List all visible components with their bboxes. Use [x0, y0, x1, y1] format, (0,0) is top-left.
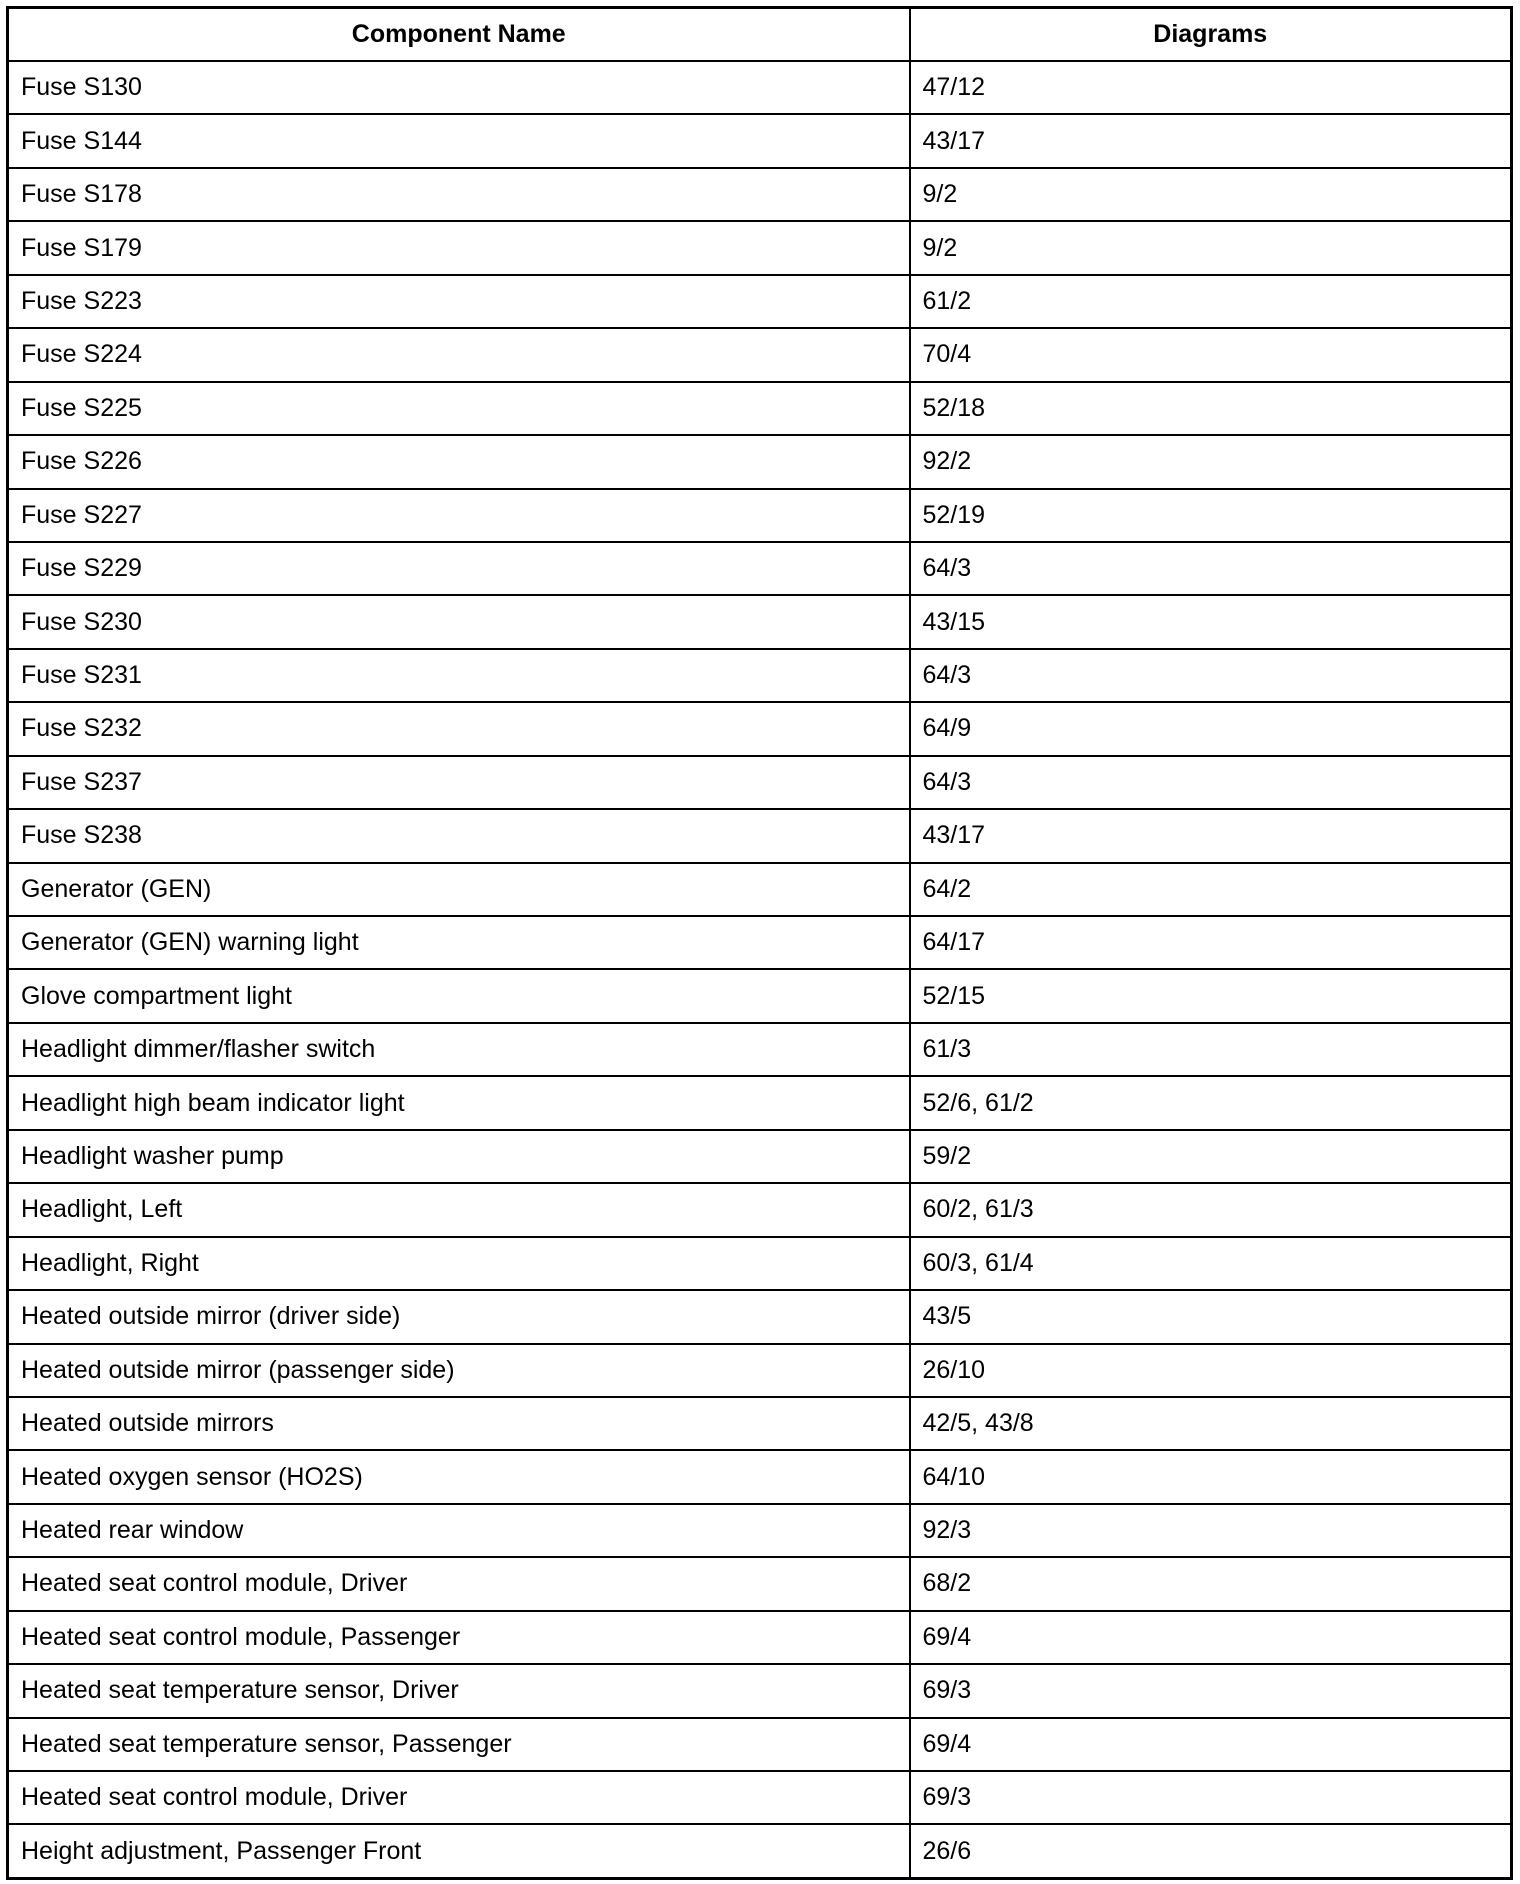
- table-row: [8, 1450, 1512, 1503]
- component-name-cell: Fuse S227: [8, 489, 910, 542]
- table-row: [8, 1824, 1512, 1878]
- component-name-cell: Heated seat control module, Driver: [8, 1771, 910, 1824]
- component-name-cell: Height adjustment, Passenger Front: [8, 1824, 910, 1878]
- component-name-cell: Generator (GEN) warning light: [8, 916, 910, 969]
- column-header-component-name: Component Name: [8, 8, 910, 62]
- diagram-ref-cell: 52/15: [910, 969, 1512, 1022]
- diagram-ref-cell: 69/4: [910, 1718, 1512, 1771]
- diagram-ref-cell: 61/2: [910, 275, 1512, 328]
- component-name-cell: Fuse S238: [8, 809, 910, 862]
- table-row: [8, 863, 1512, 916]
- table-row: [8, 114, 1512, 167]
- table-row: [8, 1664, 1512, 1717]
- diagram-ref-cell: 43/17: [910, 809, 1512, 862]
- diagram-ref-cell: 92/2: [910, 435, 1512, 488]
- component-name-cell: Fuse S232: [8, 702, 910, 755]
- component-name-cell: Heated outside mirrors: [8, 1397, 910, 1450]
- component-name-cell: Headlight, Right: [8, 1237, 910, 1290]
- table-row: [8, 1344, 1512, 1397]
- table-row: [8, 1504, 1512, 1557]
- diagram-ref-cell: 64/10: [910, 1450, 1512, 1503]
- component-name-cell: Headlight, Left: [8, 1183, 910, 1236]
- table-row: [8, 1076, 1512, 1129]
- table-row: [8, 1023, 1512, 1076]
- table-row: [8, 382, 1512, 435]
- diagram-ref-cell: 26/6: [910, 1824, 1512, 1878]
- table-row: [8, 702, 1512, 755]
- table-row: [8, 1290, 1512, 1343]
- component-name-cell: Fuse S231: [8, 649, 910, 702]
- table-row: [8, 1557, 1512, 1610]
- table-row: [8, 1130, 1512, 1183]
- table-row: [8, 809, 1512, 862]
- component-name-cell: Fuse S229: [8, 542, 910, 595]
- diagram-ref-cell: 64/9: [910, 702, 1512, 755]
- component-name-cell: Heated seat control module, Passenger: [8, 1611, 910, 1664]
- diagram-ref-cell: 9/2: [910, 168, 1512, 221]
- table-row: [8, 328, 1512, 381]
- table-row: [8, 1237, 1512, 1290]
- component-name-cell: Fuse S130: [8, 61, 910, 114]
- component-name-cell: Heated oxygen sensor (HO2S): [8, 1450, 910, 1503]
- table-row: [8, 649, 1512, 702]
- table-row: [8, 1397, 1512, 1450]
- table-row: [8, 916, 1512, 969]
- diagram-ref-cell: 64/3: [910, 649, 1512, 702]
- diagram-ref-cell: 52/18: [910, 382, 1512, 435]
- component-name-cell: Headlight washer pump: [8, 1130, 910, 1183]
- component-name-cell: Fuse S223: [8, 275, 910, 328]
- diagram-ref-cell: 43/17: [910, 114, 1512, 167]
- component-name-cell: Heated seat control module, Driver: [8, 1557, 910, 1610]
- diagram-ref-cell: 52/19: [910, 489, 1512, 542]
- component-name-cell: Fuse S178: [8, 168, 910, 221]
- table-row: [8, 969, 1512, 1022]
- diagram-ref-cell: 60/3, 61/4: [910, 1237, 1512, 1290]
- diagram-ref-cell: 92/3: [910, 1504, 1512, 1557]
- table-row: [8, 435, 1512, 488]
- table-row: [8, 221, 1512, 274]
- table-body: [8, 61, 1512, 1879]
- diagram-ref-cell: 69/3: [910, 1664, 1512, 1717]
- diagram-ref-cell: 26/10: [910, 1344, 1512, 1397]
- component-name-cell: Heated outside mirror (driver side): [8, 1290, 910, 1343]
- diagram-ref-cell: 59/2: [910, 1130, 1512, 1183]
- component-name-cell: Fuse S230: [8, 595, 910, 648]
- component-name-cell: Glove compartment light: [8, 969, 910, 1022]
- component-diagram-table: [6, 6, 1513, 1880]
- component-name-cell: Heated outside mirror (passenger side): [8, 1344, 910, 1397]
- component-name-cell: Headlight dimmer/flasher switch: [8, 1023, 910, 1076]
- diagram-ref-cell: 42/5, 43/8: [910, 1397, 1512, 1450]
- diagram-ref-cell: 69/4: [910, 1611, 1512, 1664]
- column-header-diagrams: Diagrams: [910, 8, 1512, 62]
- table-row: [8, 61, 1512, 114]
- component-name-cell: Generator (GEN): [8, 863, 910, 916]
- table-row: [8, 542, 1512, 595]
- diagram-ref-cell: 64/3: [910, 756, 1512, 809]
- diagram-ref-cell: 43/15: [910, 595, 1512, 648]
- table-row: [8, 168, 1512, 221]
- diagram-ref-cell: 61/3: [910, 1023, 1512, 1076]
- diagram-ref-cell: 60/2, 61/3: [910, 1183, 1512, 1236]
- component-name-cell: Heated seat temperature sensor, Driver: [8, 1664, 910, 1717]
- diagram-ref-cell: 68/2: [910, 1557, 1512, 1610]
- table-row: [8, 595, 1512, 648]
- table-row: [8, 1611, 1512, 1664]
- diagram-ref-cell: 47/12: [910, 61, 1512, 114]
- component-name-cell: Heated seat temperature sensor, Passenger: [8, 1718, 910, 1771]
- diagram-ref-cell: 64/2: [910, 863, 1512, 916]
- diagram-ref-cell: 70/4: [910, 328, 1512, 381]
- component-name-cell: Heated rear window: [8, 1504, 910, 1557]
- diagram-ref-cell: 9/2: [910, 221, 1512, 274]
- component-name-cell: Fuse S226: [8, 435, 910, 488]
- component-name-cell: Fuse S237: [8, 756, 910, 809]
- header-row: [8, 8, 1512, 62]
- table-row: [8, 756, 1512, 809]
- table-header: [8, 8, 1512, 62]
- table-row: [8, 1771, 1512, 1824]
- table-row: [8, 1183, 1512, 1236]
- diagram-ref-cell: 52/6, 61/2: [910, 1076, 1512, 1129]
- table-row: [8, 1718, 1512, 1771]
- diagram-ref-cell: 69/3: [910, 1771, 1512, 1824]
- diagram-ref-cell: 43/5: [910, 1290, 1512, 1343]
- component-name-cell: Headlight high beam indicator light: [8, 1076, 910, 1129]
- component-name-cell: Fuse S225: [8, 382, 910, 435]
- diagram-ref-cell: 64/3: [910, 542, 1512, 595]
- component-name-cell: Fuse S224: [8, 328, 910, 381]
- component-name-cell: Fuse S179: [8, 221, 910, 274]
- diagram-ref-cell: 64/17: [910, 916, 1512, 969]
- table-row: [8, 275, 1512, 328]
- table-row: [8, 489, 1512, 542]
- component-name-cell: Fuse S144: [8, 114, 910, 167]
